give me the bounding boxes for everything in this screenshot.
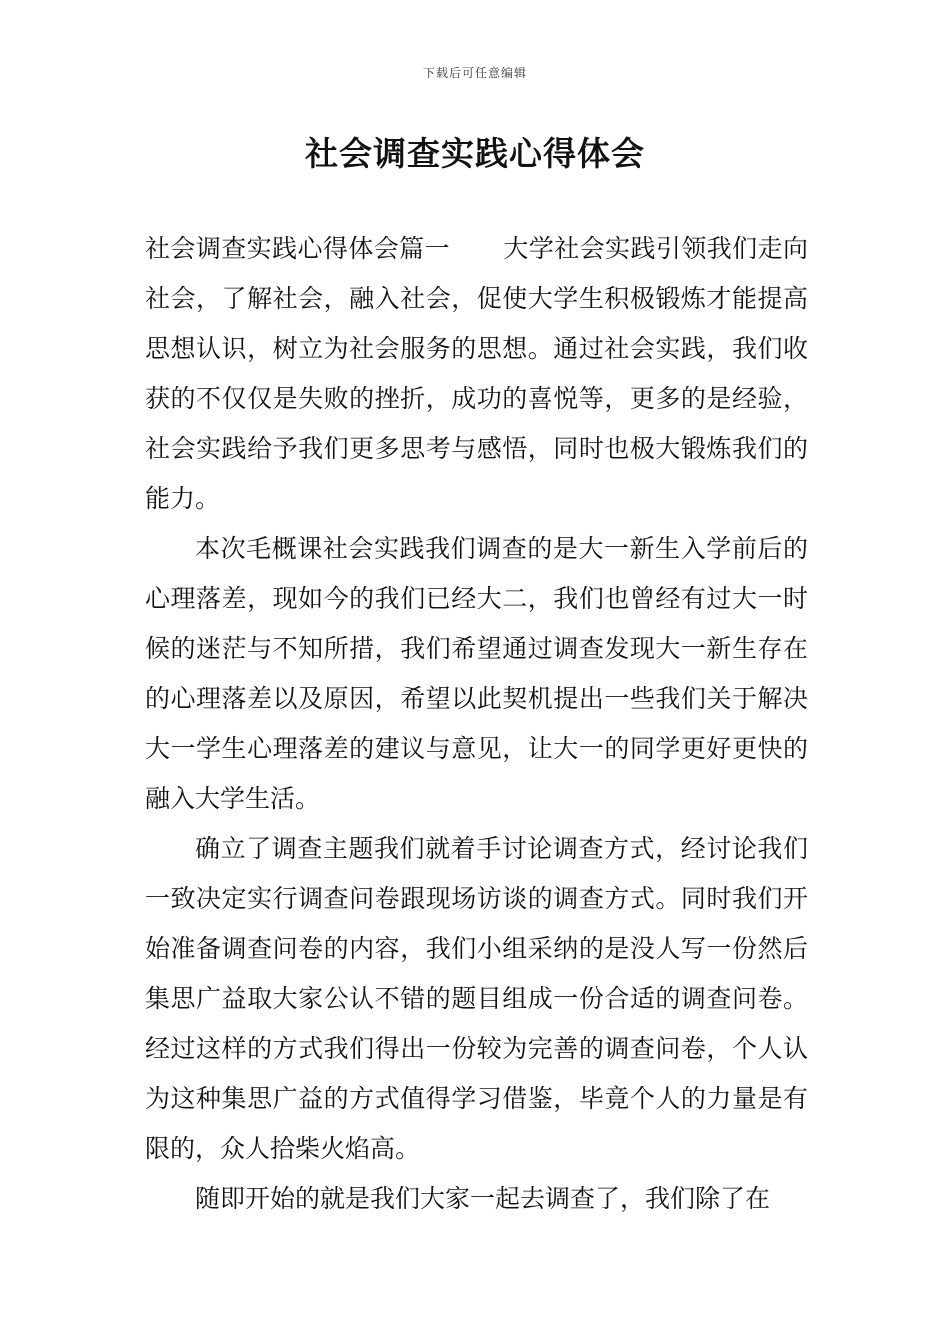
body-paragraph: 本次毛概课社会实践我们调查的是大一新生入学前后的心理落差，现如今的我们已经大二，我们也曾经有过大一时候的迷茫与不知所措，我们希望通过调查发现大一新生存在的心理落差以及原因，希望以此契机提出一些我们关于解决大一学生心理落差的建议与意见，让大一的同学更好更快的融入大学生活。 bbox=[145, 534, 808, 813]
document-body bbox=[145, 224, 808, 1224]
body-paragraph: 随即开始的就是我们大家一起去调查了，我们除了在 bbox=[195, 1184, 771, 1213]
page-title: 社会调查实践心得体会 bbox=[305, 134, 645, 173]
header-note: 下载后可任意编辑 bbox=[422, 66, 527, 80]
intro-text: 大学社会实践引领我们走向社会，了解社会，融入社会，促使大学生积极锻炼才能提高思想认识，树立为社会服务的思想。通过社会实践，我们收获的不仅仅是失败的挫折，成功的喜悦等，更多的是经验，社会实践给予我们更多思考与感悟，同时也极大锻炼我们的能力。 bbox=[145, 234, 808, 513]
intro-paragraph bbox=[145, 224, 808, 524]
body-paragraph: 确立了调查主题我们就着手讨论调查方式，经讨论我们一致决定实行调查问卷跟现场访谈的调查方式。同时我们开始准备调查问卷的内容，我们小组采纳的是没人写一份然后集思广益取大家公认不错的题目组成一份合适的调查问卷。经过这样的方式我们得出一份较为完善的调查问卷，个人认为这种集思广益的方式值得学习借鉴，毕竟个人的力量是有限的，众人拾柴火焰高。 bbox=[145, 834, 808, 1163]
section-label: 社会调查实践心得体会篇一 bbox=[145, 234, 450, 263]
